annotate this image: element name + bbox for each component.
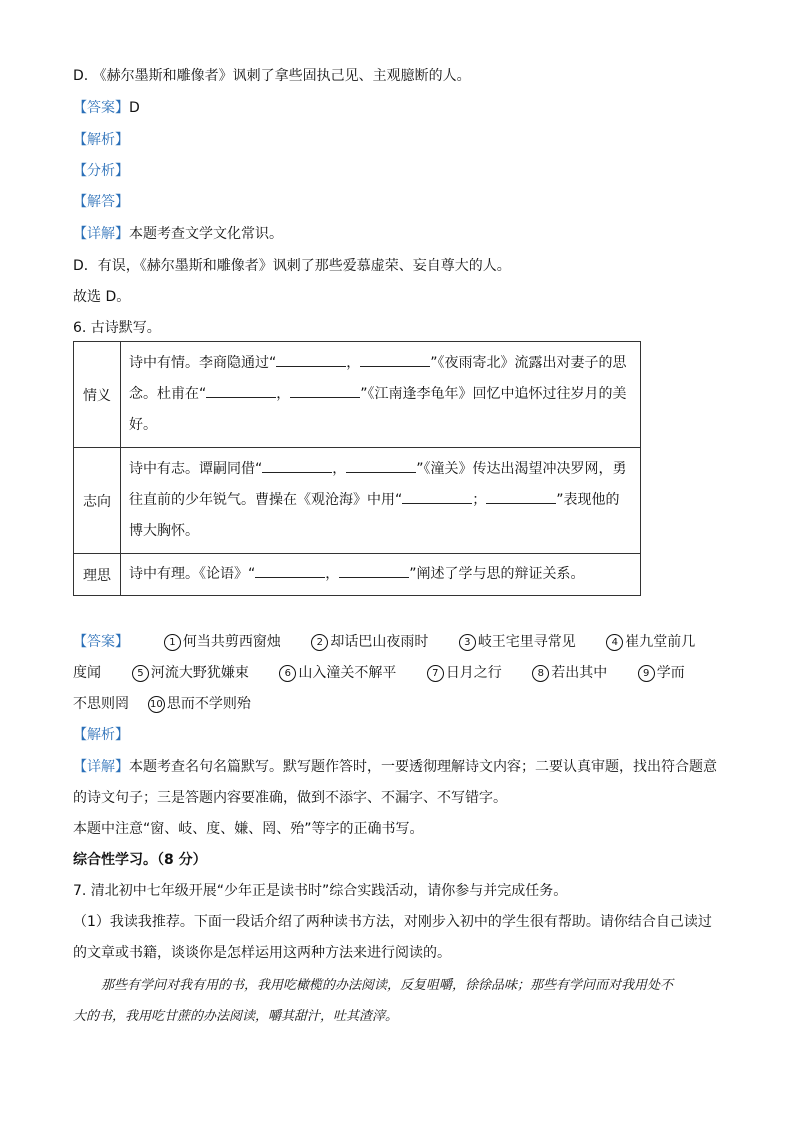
answer-item: 9 学而: [638, 665, 685, 681]
detail-text: 本题考查文学文化常识。: [129, 226, 283, 242]
analysis-text-1: 本题考查名句名篇默写。默写题作答时，一要透彻理解诗文内容；二要认真审题，找出符合题意: [129, 759, 717, 775]
fill-blank[interactable]: [262, 458, 332, 473]
option-d-line: D. 《赫尔墨斯和雕像者》讽刺了拿些固执己见、主观臆断的人。: [73, 68, 471, 84]
fill-blank[interactable]: [290, 383, 360, 398]
row-text: 诗中有情。李商隐通过“: [129, 355, 277, 371]
row-content: [121, 342, 641, 448]
table-row: [74, 448, 641, 554]
answer-item: 2 却话巴山夜雨时: [311, 634, 428, 650]
question-6-heading: 6. 古诗默写。: [73, 320, 161, 336]
breakdown-tag: [73, 161, 129, 181]
solution-tag: [73, 192, 129, 212]
choice-line: 故选 D。: [73, 289, 131, 305]
detail-tag: 【详解】: [73, 226, 129, 242]
separator: ；: [472, 492, 487, 508]
quote-line-1: 那些有学问对我有用的书，我用吃橄榄的办法阅读，反复咀嚼，徐徐品味；那些有学问而对我用处不: [101, 978, 674, 993]
answer-item: 4 崔九堂前几: [606, 634, 695, 650]
row-text: ”表现他的博大胸怀。: [129, 492, 620, 539]
table-row: [74, 342, 641, 448]
separator: ，: [332, 461, 347, 477]
answer-4-tail: 度闻: [73, 665, 101, 681]
analysis-tag: [73, 130, 129, 150]
analysis-line-1: [73, 757, 717, 777]
answer-item: 10 思而不学则殆: [148, 696, 251, 712]
poem-table: [73, 341, 641, 596]
fill-blank[interactable]: [486, 489, 556, 504]
answer-item: 5 河流大野犹嫌束: [132, 665, 249, 681]
answer-item: 8 若出其中: [532, 665, 607, 681]
solution-tag-text: 【解答】: [73, 194, 129, 210]
row-text: ”《夜雨寄北》流露出对妻子的思念。杜甫在“: [129, 355, 627, 402]
breakdown-tag-text: 【分析】: [73, 163, 129, 179]
analysis-tag-2-text: 【解析】: [73, 727, 129, 743]
fill-blank[interactable]: [206, 383, 276, 398]
row-text: 诗中有理。《论语》“: [129, 566, 256, 582]
question-7: 7. 清北初中七年级开展“少年正是读书时”综合实践活动，请你参与并完成任务。: [73, 883, 568, 899]
fill-blank[interactable]: [276, 352, 346, 367]
question-7-1-line-2: 的文章或书籍，谈谈你是怎样运用这两种方法来进行阅读的。: [73, 945, 451, 961]
fill-blank[interactable]: [402, 489, 472, 504]
quote-line-2: 大的书，我用吃甘蔗的办法阅读，嚼其甜汁，吐其渣滓。: [73, 1009, 399, 1024]
detail-tag-2: 【详解】: [73, 759, 129, 775]
answer-item: 7 日月之行: [427, 665, 502, 681]
separator: ，: [325, 566, 340, 582]
fill-blank[interactable]: [360, 352, 430, 367]
answer-item: 6 山入潼关不解平: [279, 665, 396, 681]
question-7-1-line-1: （1）我读我推荐。下面一段话介绍了两种读书方法，对刚步入初中的学生很有帮助。请你结合自己读过: [73, 914, 712, 930]
answers-tag: 【答案】: [73, 634, 129, 650]
row-content: [121, 448, 641, 554]
answer-item: 3 岐王宅里寻常见: [459, 634, 576, 650]
explanation-line: D．有误，《赫尔墨斯和雕像者》讽刺了那些爱慕虚荣、妄自尊大的人。: [73, 258, 511, 274]
answer-value: D: [129, 100, 140, 116]
separator: ，: [346, 355, 361, 371]
analysis-tag-2: [73, 725, 129, 745]
detail-line: [73, 224, 283, 244]
table-row: [74, 554, 641, 596]
answers-line-1: [73, 632, 695, 652]
fill-blank[interactable]: [255, 563, 325, 578]
section-heading: 综合性学习。（8 分）: [73, 852, 207, 868]
answers-line-3: 不思则罔 10 思而不学则殆: [73, 696, 251, 712]
answer-4-part: 崔九堂前几: [625, 634, 696, 650]
row-label: 志向: [74, 448, 121, 554]
fill-blank[interactable]: [339, 563, 409, 578]
row-text: 诗中有志。谭嗣同借“: [129, 461, 263, 477]
analysis-line-3: 本题中注意“窗、岐、度、嫌、罔、殆”等字的正确书写。: [73, 821, 424, 837]
analysis-tag-text: 【解析】: [73, 132, 129, 148]
analysis-line-2: 的诗文句子；三是答题内容要准确，做到不添字、不漏字、不写错字。: [73, 790, 507, 806]
answer-item: 1 何当共剪西窗烛: [164, 634, 281, 650]
answer-tag: 【答案】: [73, 100, 129, 116]
row-text: ”《江南逢李龟年》回忆中追怀过往岁月的美好。: [129, 386, 627, 433]
row-content: [121, 554, 641, 596]
row-label: 理思: [74, 554, 121, 596]
row-text: ”《潼关》传达出渴望冲决罗网，勇往直前的少年锐气。曹操在《观沧海》中用“: [129, 461, 627, 508]
fill-blank[interactable]: [346, 458, 416, 473]
separator: ，: [276, 386, 291, 402]
row-text: ”阐述了学与思的辩证关系。: [409, 566, 585, 582]
answers-line-2: [73, 663, 685, 683]
row-label: 情义: [74, 342, 121, 448]
answer-line: [73, 98, 140, 118]
